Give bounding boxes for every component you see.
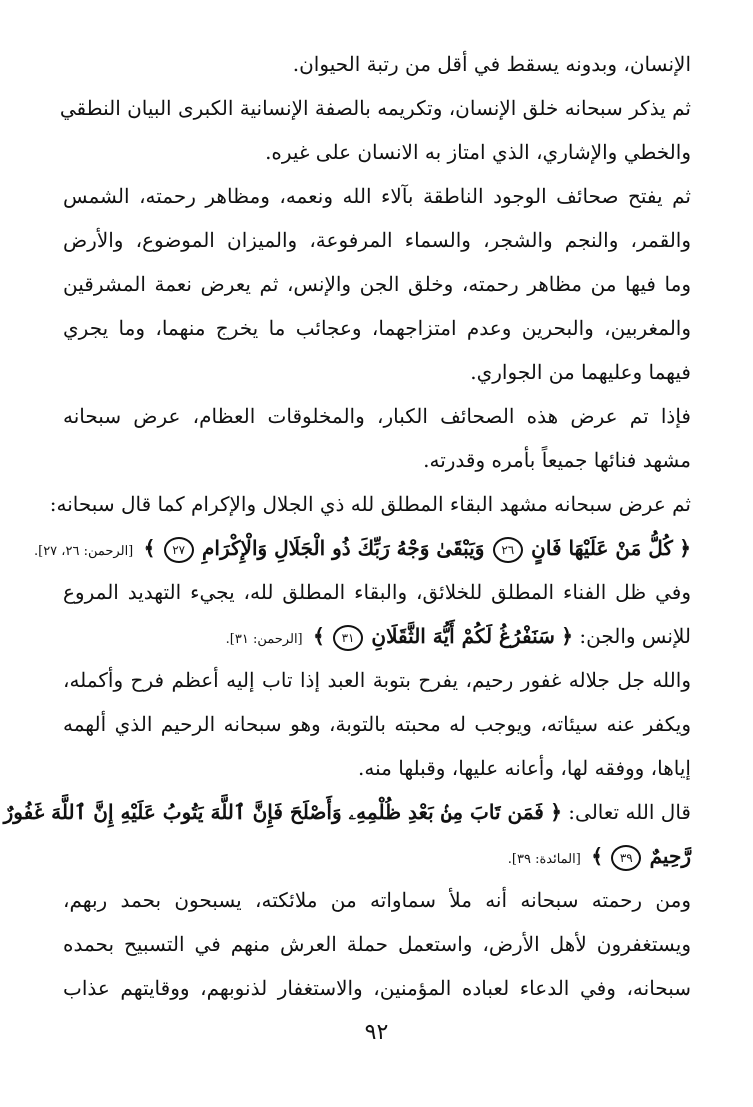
- verse-text: فَمَن تَابَ مِنۢ بَعْدِ ظُلْمِهِۦ وَأَصْلَحَ فَإِنَّ ٱللَّهَ يَتُوبُ عَلَيْهِ إِنَّ ٱللَّهَ غَفُورٌ: [3, 800, 544, 824]
- verse-close-bracket: ﴾: [312, 624, 325, 648]
- text-line: سبحانه، وفي الدعاء لعباده المؤمنين، والاستغفار لذنوبهم، ووقايتهم عذاب: [63, 976, 691, 1000]
- verse-number-marker: ٣١: [333, 625, 363, 651]
- text-line: ثم يذكر سبحانه خلق الإنسان، وتكريمه بالصفة الإنسانية الكبرى البيان النطقي: [59, 96, 691, 120]
- verse-lead: للإنس والجن:: [579, 624, 691, 648]
- text-line: ويستغفرون لأهل الأرض، واستعمل حملة العرش منهم في التسبيح بحمده: [63, 932, 691, 956]
- verse-number-marker: ٣٩: [611, 845, 641, 871]
- quran-verse-line: [33, 526, 691, 570]
- quran-verse-line: [63, 834, 691, 878]
- text-line: ومن رحمته سبحانه أنه ملأ سماواته من ملائكته، يسبحون بحمد ربهم،: [63, 888, 691, 912]
- text-line: ثم يفتح صحائف الوجود الناطقة بآلاء الله ونعمه، ومظاهر رحمته، الشمس: [63, 184, 691, 208]
- verse-open-bracket: ﴿: [550, 800, 562, 824]
- verse-text: سَنَفْرُغُ لَكُمْ أَيُّهَ الثَّقَلَانِ: [371, 624, 555, 648]
- text-line: والمغربين، والبحرين وعدم امتزاجهما، وعجائب ما يخرج منهما، وما يجري: [63, 316, 691, 340]
- text-line: إياها، ووفقه لها، وأعانه عليها، وقبلها منه.: [358, 756, 691, 780]
- verse-citation: [المائدة: ٣٩].: [507, 852, 581, 867]
- verse-number-marker: ٢٧: [164, 537, 194, 563]
- verse-citation: [الرحمن: ٣١].: [225, 632, 303, 647]
- verse-close-bracket: ﴾: [591, 844, 603, 868]
- text-line: والخطي والإشاري، الذي امتاز به الانسان على غيره.: [265, 140, 691, 164]
- text-line: وما فيها من مظاهر رحمته، وخلق الجن والإنس، ثم يعرض نعمة المشرقين: [63, 272, 691, 296]
- text-line: والله جل جلاله غفور رحيم، يفرح بتوبة العبد إذا تاب إليه أعظم فرح وأكمله،: [63, 668, 691, 692]
- verse-lead: قال الله تعالى:: [568, 800, 691, 824]
- text-line: ثم عرض سبحانه مشهد البقاء المطلق لله ذي الجلال والإكرام كما قال سبحانه:: [49, 492, 691, 516]
- text-line: وفي ظل الفناء المطلق للخلائق، والبقاء المطلق لله، يجيء التهديد المروع: [63, 580, 691, 604]
- text-line: ويكفر عنه سيئاته، ويوجب له محبته بالتوبة، وهو سبحانه الرحيم الذي ألهمه: [63, 712, 691, 736]
- text-line: والقمر، والنجم والشجر، والسماء المرفوعة، والميزان الموضوع، والأرض: [63, 228, 691, 252]
- text-line: فيهما وعليهما من الجواري.: [470, 360, 691, 384]
- verse-close-bracket: ﴾: [143, 536, 156, 560]
- text-line: مشهد فنائها جميعاً بأمره وقدرته.: [423, 448, 691, 472]
- verse-open-bracket: ﴿: [561, 624, 573, 648]
- text-line: فإذا تم عرض هذه الصحائف الكبار، والمخلوقات العظام، عرض سبحانه: [63, 404, 691, 428]
- text-line: الإنسان، وبدونه يسقط في أقل من رتبة الحيوان.: [292, 52, 691, 76]
- quran-verse-line: [3, 790, 691, 834]
- verse-number-marker: ٢٦: [493, 537, 523, 563]
- quran-verse-line: [63, 614, 691, 658]
- verse-text: وَيَبْقَىٰ وَجْهُ رَبِّكَ ذُو الْجَلَالِ وَالْإِكْرَامِ: [202, 536, 485, 560]
- page-number: ٩٢: [364, 1020, 389, 1045]
- verse-text: كُلُّ مَنْ عَلَيْهَا فَانٍ: [531, 536, 673, 560]
- verse-citation: [الرحمن: ٢٦، ٢٧].: [33, 544, 134, 559]
- verse-open-bracket: ﴿: [679, 536, 691, 560]
- verse-text: رَّحِيمٌ: [649, 844, 691, 868]
